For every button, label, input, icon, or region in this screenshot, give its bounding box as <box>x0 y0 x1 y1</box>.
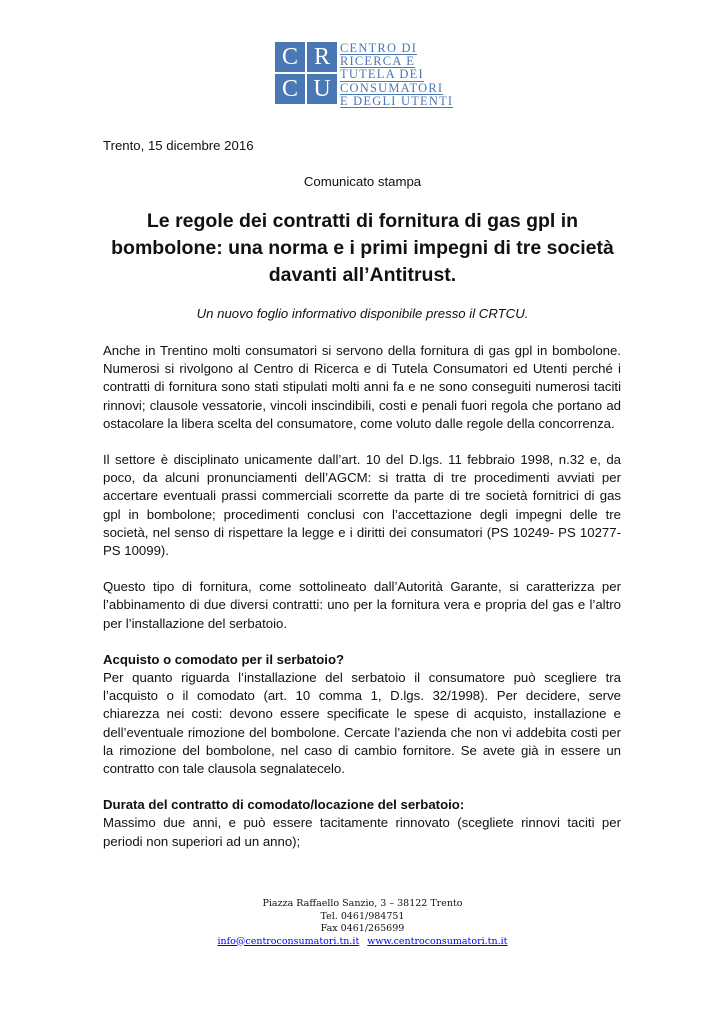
logo-line: RICERCA E <box>340 54 416 69</box>
footer-address: Piazza Raffaello Sanzio, 3 – 38122 Trento <box>262 898 463 909</box>
footer-tel: Tel. 0461/984751 <box>320 910 405 922</box>
section-heading: Acquisto o comodato per il serbatoio? <box>103 651 345 667</box>
logo-line: TUTELA DEI <box>340 67 424 82</box>
footer-website-link[interactable]: www.centroconsumatori.tn.it <box>367 935 508 947</box>
section-text: Massimo due anni, e può essere tacitamente rinnovato (scegliete rinnovi taciti per periodi non superiori ad un anno); <box>103 815 621 849</box>
document-subtitle: Un nuovo foglio informativo disponibile presso il CRTCU. <box>196 306 529 321</box>
section-heading: Durata del contratto di comodato/locazione del serbatoio: <box>103 797 465 813</box>
logo-line: E DEGLI UTENTI <box>340 93 454 108</box>
logo-letter: U <box>313 76 331 102</box>
crtcu-logo <box>275 41 454 108</box>
body-paragraph: Questo tipo di fornitura, come sottolineato dall’Autorità Garante, si caratterizza per l’abbinamento di due diversi contratti: uno per la fornitura vera e propria del gas e l’altro per l’installazione del serbatoio. <box>103 579 621 631</box>
document-title: Le regole dei contratti di fornitura di gas gpl in bombolone: una norma e i primi impegni di tre società davanti all’Antitrust. <box>111 210 614 286</box>
body-paragraph: Il settore è disciplinato unicamente dall’art. 10 del D.lgs. 11 febbraio 1998, n.32 e, da poco, da alcuni pronunciamenti dell’AGCM: si tratta di tre procedimenti avviati per accertare eventuali prassi commerciali scorrette da parte di tre società fornitrici di gas gpl in bombolone; procedimenti conclusi con l’accettazione degli impegni delle tre società, nel senso di rispettare la legge e i diritti dei consumatori (PS 10249- PS 10277- PS 10099). <box>103 452 621 559</box>
page-footer <box>0 898 725 948</box>
logo-letter: C <box>281 76 298 102</box>
body-paragraph: Anche in Trentino molti consumatori si servono della fornitura di gas gpl in bombolone. Numerosi si rivolgono al Centro di Ricerca e di Tutela Consumatori ed Utenti perché i contratti di fornitura sono stati stipulati molti anni fa e ne sono conseguiti numerosi taciti rinnovi; clausole vessatorie, vincoli inscindibili, costi e penali fuori regola che portano ad ostacolare la libera scelta del consumatore, come voluto dalle regole della concorrenza. <box>103 343 621 431</box>
logo-line: CONSUMATORI <box>340 80 444 95</box>
footer-fax: Fax 0461/265699 <box>320 923 405 934</box>
document-kind: Comunicato stampa <box>303 174 422 189</box>
logo-line: CENTRO DI <box>340 41 418 55</box>
logo-letter: R <box>313 44 330 70</box>
footer-email-link[interactable]: info@centroconsumatori.tn.it <box>217 935 360 947</box>
document-body <box>103 342 621 869</box>
document-date: Trento, 15 dicembre 2016 <box>103 138 254 153</box>
logo-wordmark <box>340 42 453 108</box>
logo-emblem <box>275 42 337 104</box>
logo-letter: C <box>281 44 298 70</box>
section-text: Per quanto riguarda l’installazione del serbatoio il consumatore può scegliere tra l’acquisto o il comodato (art. 10 comma 1, D.lgs. 32/1998). Per decidere, serve chiarezza nei costi: devono essere specificate le spese di acquisto, installazione e dell’eventuale rimozione del bombolone. Cercate l’azienda che non vi addebita costi per la rimozione del bombolone, nel caso di cambio fornitore. Se avete già in essere un contratto con tale clausola segnalatecelo. <box>103 670 621 777</box>
